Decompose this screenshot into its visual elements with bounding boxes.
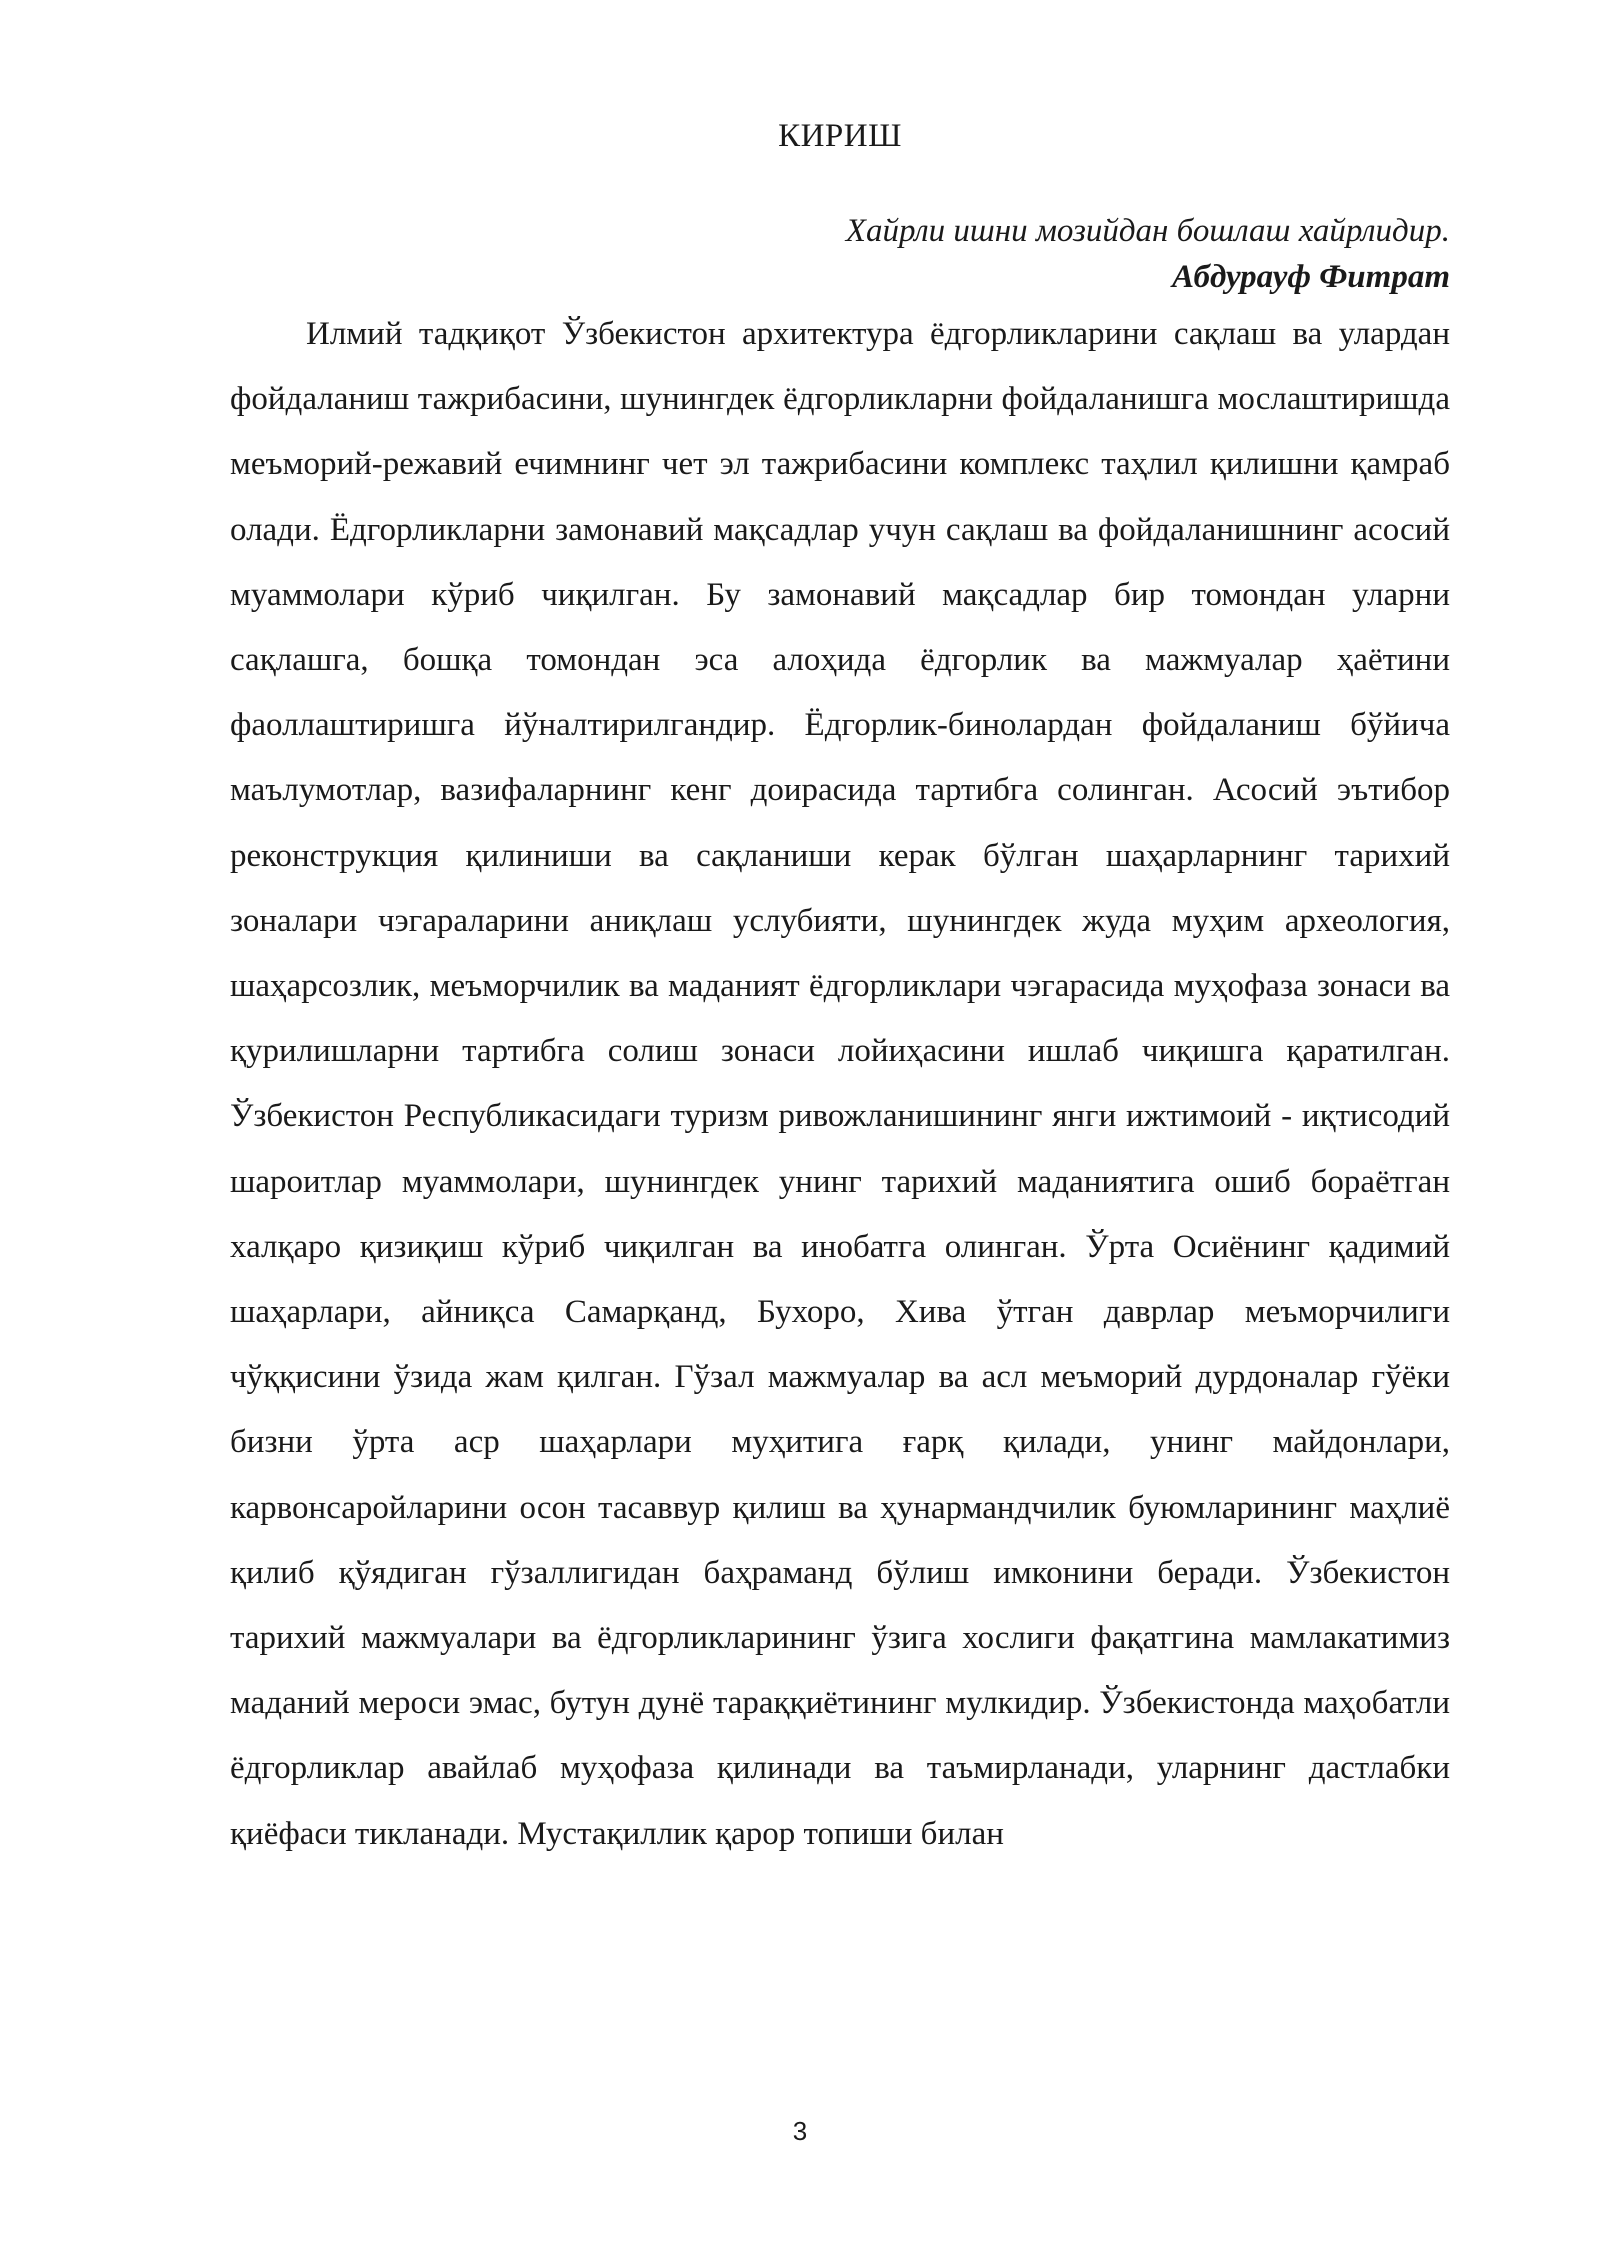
page-number: 3 — [792, 2116, 808, 2146]
epigraph-quote: Хайрли ишни мозийдан бошлаш хайрлидир. — [845, 213, 1450, 249]
section-heading: КИРИШ — [778, 118, 902, 154]
epigraph — [230, 208, 1450, 300]
body-paragraph: Илмий тадқиқот Ўзбекистон архитектура ёдгорликларини сақлаш ва улардан фойдаланиш тажрибасини, шунингдек ёдгорликларни фойдаланишга мослаштиришда меъморий-режавий ечимнинг чет эл тажрибасини комплекс таҳлил қилишни қамраб олади. Ёдгорликларни замонавий мақсадлар учун сақлаш ва фойдаланишнинг асосий муаммолари кўриб чиқилган. Бу замонавий мақсадлар бир томондан уларни сақлашга, бошқа томондан эса алоҳида ёдгорлик ва мажмуалар ҳаётини фаоллаштиришга йўналтирилгандир. Ёдгорлик-бинолардан фойдаланиш бўйича маълумотлар, вазифаларнинг кенг доирасида тартибга солинган. Асосий эътибор реконструкция қилиниши ва сақланиши керак бўлган шаҳарларнинг тарихий зоналари чэгараларини аниқлаш услубияти, шунингдек жуда муҳим археология, шаҳарсозлик, меъморчилик ва маданият ёдгорликлари чэгарасида муҳофаза зонаси ва қурилишларни тартибга солиш зонаси лойиҳасини ишлаб чиқишга қаратилган. Ўзбекистон Республикасидаги туризм ривожланишининг янги ижтимоий - иқтисодий шароитлар муаммолари, шунингдек унинг тарихий маданиятига ошиб бораётган халқаро қизиқиш кўриб чиқилган ва инобатга олинган. Ўрта Осиёнинг қадимий шаҳарлари, айниқса Самарқанд, Бухоро, Хива ўтган даврлар меъморчилиги чўққисини ўзида жам қилган. Гўзал мажмуалар ва асл меъморий дурдоналар гўёки бизни ўрта аср шаҳарлари муҳитига ғарқ қилади, унинг майдонлари, карвонсаройларини осон тасаввур қилиш ва ҳунармандчилик буюмларининг маҳлиё қилиб қўядиган гўзаллигидан баҳраманд бўлиш имконини беради. Ўзбекистон тарихий мажмуалари ва ёдгорликларининг ўзига хослиги фақатгина мамлакатимиз маданий мероси эмас, бутун дунё тараққиётининг мулкидир. Ўзбекистонда маҳобатли ёдгорликлар авайлаб муҳофаза қилинади ва таъмирланади, уларнинг дастлабки қиёфаси тикланади. Мустақиллик қарор топиши билан — [230, 316, 1450, 1852]
epigraph-author: Абдурауф Фитрат — [1172, 259, 1450, 295]
